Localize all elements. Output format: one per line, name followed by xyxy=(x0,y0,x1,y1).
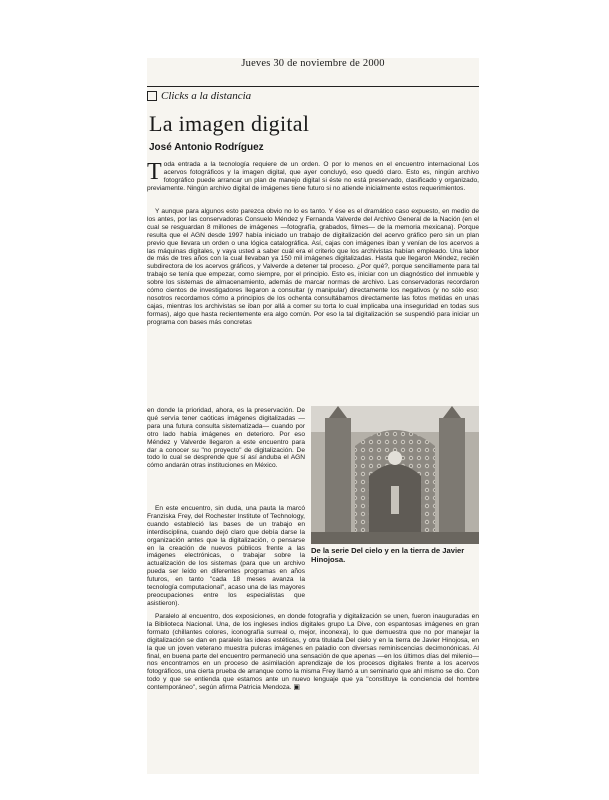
photo-illustration xyxy=(311,406,479,544)
section-rule xyxy=(147,86,479,87)
section-box-icon xyxy=(147,91,157,101)
para-4-text: Paralelo al encuentro, dos exposiciones, en donde fotografía y digitalización se unen, fueron inauguradas en la Biblioteca Nacional. Una, de los ingleses indios digitales grupo La Dive, con espantosas imágenes en gran formato (chillantes colores, iconografía surreal o, mejor, inconexa), lo que demuestra que no por manejar la digitalización se dan en paralelo las ideas estéticas, y otra titulada Del cielo y en la tierra de Javier Hinojosa, en la que un joven veterano muestra pulcras imágenes en paladio con diversas reminiscencias decimonónicas. Al final, en buena parte del encuentro permaneció una sensación de que apenas —en los últimos días del milenio— nos encontramos en un proceso de asimilación aprendizaje de los procesos digitales frente a los acervos fotográficos, una cierta prueba de arranque como la misma Frey llamó a un seminario que ahí mismo se dio. Con todo y que se entienda que estamos ante un nuevo lenguaje que ya "constituye la conciencia del hombre contemporáneo", según afirma Patricia Mendoza. ▣ xyxy=(147,613,479,692)
para-2-text: Y aunque para algunos esto parezca obvio no lo es tanto. Y ése es el dramático caso expuesto, en medio de los antes, por las conservadoras Consuelo Méndez y Fernanda Valverde del Archivo General de la Nación (en el cual se resguardan 8 millones de imágenes —fotografía, grabados, filmes— de la memoria mexicana). Porque resulta que el AGN desde 1997 había iniciado un trabajo de digitalización del acervo gráfico pero sin un plan previo que llevara un orden o una lógica catalográfica. Así, cajas con imágenes iban y venían de los acervos a las máquinas digitales, y vaya usted a saber cuál era el criterio que los archivistas habían empleado. Una labor de más de tres años con la cual llevaban ya 150 mil imágenes digitalizadas. Hasta que llegaron Méndez, recién subdirectora de los acervos gráficos, y Valverde a detener tal proceso. ¿Por qué?, porque sencillamente para tal trabajo se tenía que empezar, como siempre, por el principio. Esto es, iniciar con un diagnóstico del inmueble y sobre los sistemas de almacenamiento, además de marcar normas de archivo. Las conservadoras recordaron cómo cientos de investigadores llegaron a consultar (y manipular) directamente los negativos (y no sólo eso: nosotros recordamos cómo a principios de los ochenta consultábamos directamente las fotos metidas en unas cajas, mientras los archivistas se iban por allá a comer su torta lo cual implicaba una inseguridad en todas sus formas), algo que hasta recientemente era algo común. Por eso la tal digitalización se suspendió para iniciar un programa con bases más concretas xyxy=(147,208,479,326)
headline: La imagen digital xyxy=(149,111,310,136)
article-para-4 xyxy=(147,613,479,692)
newspaper-clipping xyxy=(147,58,479,774)
church-facade-photo xyxy=(311,406,479,544)
para-3-text: En este encuentro, sin duda, una pauta la marcó Franziska Frey, del Rochester Institute of Technology, cuando estableció las bases de un trabajo en interdisciplina, cuando dejó claro que debía darse la organización antes que la digitalización, o pensarse en la creación de nuevos públicos frente a las imágenes electrónicas, o trabajar sobre la actualización de los sistemas (para que un archivo pueda ser leído en diferentes programas en años futuros, en tanto "cada 18 meses avanza la tecnología computacional", acaso una de las mayores preocupaciones entre los especialistas que asistieron). xyxy=(147,505,305,607)
dateline: Jueves 30 de noviembre de 2000 xyxy=(241,58,385,69)
photo-caption: De la serie Del cielo y en la tierra de Javier Hinojosa. xyxy=(311,546,465,564)
byline: José Antonio Rodríguez xyxy=(149,142,264,153)
section-label: Clicks a la distancia xyxy=(161,90,252,102)
article-intro xyxy=(147,161,479,193)
para-2-continued: en donde la prioridad, ahora, es la preservación. De qué servía tener caóticas imágenes digitalizadas —para una futura consulta sistematizada— cuando por otro lado había imágenes en deterioro. Por eso Méndez y Valverde llegaron a este encuentro para dar a conocer su "no proyecto" de digitalización. De todo lo cual se desprende que sí así anduba el AGN cómo andarán otras instituciones en México. xyxy=(147,407,305,470)
article-para-2 xyxy=(147,208,479,327)
section-heading xyxy=(147,89,251,103)
intro-text: oda entrada a la tecnología requiere de un orden. O por lo menos en el encuentro internacional Los acervos fotográficos y la imagen digital, que ayer concluyó, eso quedó claro. Esto es, ningún archivo fotográfico puede arrancar un plan de manejo digital si éste no está preservado, clasificado y organizado, previamente. Ningún archivo digital de imágenes tiene futuro si no atiende inicialmente estos requerimientos. xyxy=(147,161,479,192)
article-column xyxy=(147,407,305,470)
end-mark-icon: ▣ xyxy=(293,684,301,692)
dropcap: T xyxy=(147,159,162,185)
